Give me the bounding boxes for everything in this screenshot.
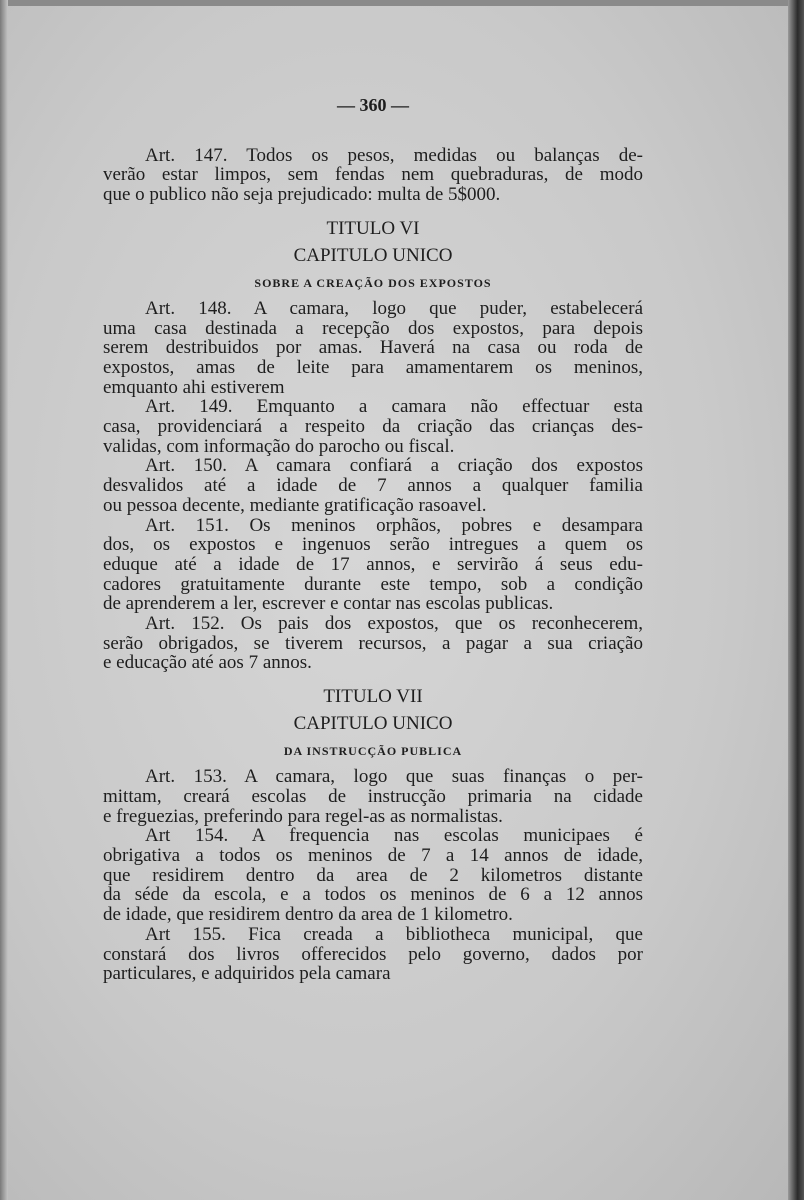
- text-line: Art. 149. Emquanto a camara não effectuar esta: [145, 396, 643, 418]
- text-line: Art. 148. A camara, logo que puder, estabelecerá: [145, 297, 643, 319]
- text-line: emquanto ahi estiverem: [103, 376, 285, 398]
- article-paragraph: [103, 146, 643, 205]
- article-paragraph: [103, 614, 643, 673]
- page-number: — 360 —: [337, 95, 409, 115]
- page-top-edge: [0, 0, 804, 6]
- book-spine-edge: [788, 0, 804, 1200]
- text-line: ou pessoa decente, mediante gratificação rasoavel.: [103, 494, 487, 516]
- text-line: que residirem dentro da area de 2 kilometros distante: [103, 864, 643, 886]
- text-line: serem destribuidos por amas. Haverá na casa ou roda de: [103, 337, 643, 359]
- text-line: Art. 152. Os pais dos expostos, que os reconhecerem,: [145, 613, 643, 635]
- article-paragraph: [103, 397, 643, 456]
- text-line: verão estar limpos, sem fendas nem quebraduras, de modo: [103, 164, 643, 186]
- article-paragraph: [103, 516, 643, 615]
- text-line: Art. 147. Todos os pesos, medidas ou balanças de-: [145, 144, 643, 166]
- page-left-edge: [0, 0, 8, 1200]
- text-line: validas, com informação do parocho ou fiscal.: [103, 435, 455, 457]
- text-line: uma casa destinada a recepção dos expostos, para depois: [103, 317, 643, 339]
- chapter-subject: DA INSTRUCÇÃO PUBLICA: [283, 744, 463, 759]
- text-line: e educação até aos 7 annos.: [103, 652, 312, 674]
- text-line: de idade, que residirem dentro da area de 1 kilometro.: [103, 904, 513, 926]
- text-line: Art 155. Fica creada a bibliotheca municipal, que: [145, 923, 643, 945]
- section-title: TITULO VI: [326, 217, 420, 239]
- page-text: [103, 96, 643, 984]
- text-line: particulares, e adquiridos pela camara: [103, 963, 391, 985]
- text-line: e freguezias, preferindo para regel-as as normalistas.: [103, 805, 503, 827]
- article-paragraph: [103, 767, 643, 826]
- text-line: eduque até a idade de 17 annos, e servirão á seus edu-: [103, 553, 643, 575]
- text-line: casa, providenciará a respeito da criação das crianças des-: [103, 416, 643, 438]
- text-line: Art. 150. A camara confiará a criação dos expostos: [145, 455, 643, 477]
- text-line: Art 154. A frequencia nas escolas municipaes é: [145, 825, 643, 847]
- text-line: Art. 153. A camara, logo que suas finanças o per-: [145, 766, 643, 788]
- text-line: cadores gratuitamente durante este tempo, sob a condição: [103, 573, 643, 595]
- text-line: obrigativa a todos os meninos de 7 a 14 annos de idade,: [103, 844, 643, 866]
- text-line: de aprenderem a ler, escrever e contar nas escolas publicas.: [103, 593, 554, 615]
- text-line: da séde da escola, e a todos os meninos de 6 a 12 annos: [103, 884, 643, 906]
- article-paragraph: [103, 925, 643, 984]
- document-body: [103, 146, 643, 984]
- text-line: Art. 151. Os meninos orphãos, pobres e desampara: [145, 514, 643, 536]
- chapter-title: CAPITULO UNICO: [293, 713, 453, 735]
- chapter-subject: SOBRE A CREAÇÃO DOS EXPOSTOS: [254, 275, 492, 290]
- text-line: constará dos livros offerecidos pelo governo, dados por: [103, 943, 643, 965]
- text-line: desvalidos até a idade de 7 annos a qualquer familia: [103, 475, 643, 497]
- article-paragraph: [103, 456, 643, 515]
- text-line: mittam, creará escolas de instrucção primaria na cidade: [103, 785, 643, 807]
- text-line: serão obrigados, se tiverem recursos, a pagar a sua criação: [103, 632, 643, 654]
- article-paragraph: [103, 299, 643, 398]
- section-title: TITULO VII: [323, 686, 423, 708]
- text-line: que o publico não seja prejudicado: multa de 5$000.: [103, 184, 501, 206]
- text-line: expostos, amas de leite para amamentarem os meninos,: [103, 356, 643, 378]
- text-line: dos, os expostos e ingenuos serão intregues a quem os: [103, 534, 643, 556]
- chapter-title: CAPITULO UNICO: [293, 244, 453, 266]
- article-paragraph: [103, 826, 643, 925]
